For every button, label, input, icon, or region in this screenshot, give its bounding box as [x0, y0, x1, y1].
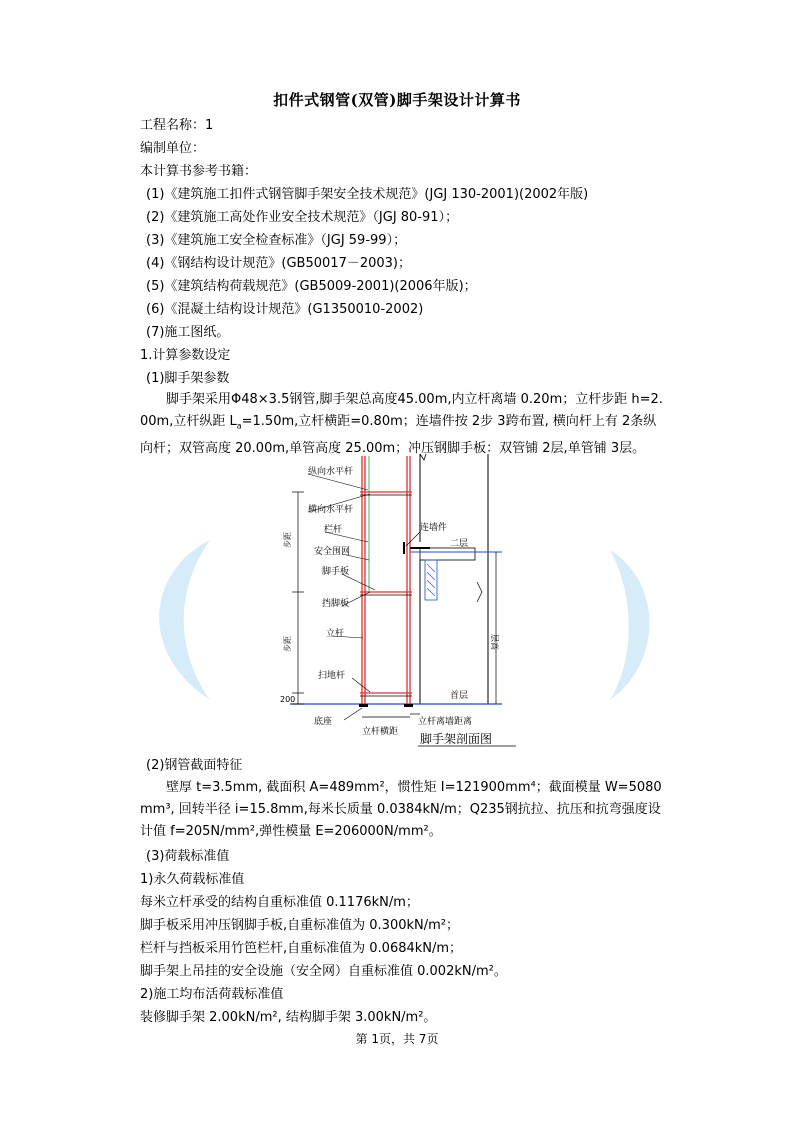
- figure-caption: 脚手架剖面图: [420, 732, 493, 746]
- label-cenggao: 层高: [490, 634, 499, 650]
- label-ligan-liqiang: 立杆离墙距离: [418, 717, 473, 727]
- load-line: 每米立杆承受的结构自重标准值 0.1176kN/m；: [140, 895, 419, 910]
- para-text: 脚手架采用Φ48×3.5钢管,脚手架总高度45.00m,内立杆离墙 0.20m；立杆步距 h=2.00m,立杆纵距 L: [140, 392, 663, 429]
- reference-item: (3)《建筑施工安全检查标准》（JGJ 59-99）；: [146, 233, 407, 248]
- subsection-heading: (3)荷载标准值: [146, 849, 230, 864]
- reference-item: (7)施工图纸。: [146, 325, 230, 340]
- label-jiaoshouban: 脚手板: [322, 567, 350, 577]
- subsection-heading: 1)永久荷载标准值: [140, 872, 245, 887]
- label-saodigan: 扫地杆: [318, 671, 346, 681]
- page-footer: 第 1页，共 7页: [355, 1032, 439, 1046]
- project-name: 工程名称：1: [140, 118, 214, 133]
- section-heading: 1.计算参数设定: [140, 348, 231, 363]
- compiled-by: 编制单位：: [140, 141, 206, 156]
- label-zongxiang: 纵向水平杆: [308, 467, 354, 477]
- label-dangjiaoban: 挡脚板: [322, 599, 350, 609]
- reference-item: (6)《混凝土结构设计规范》(G1350010-2002): [146, 302, 424, 317]
- label-buju-upper: 步距: [283, 532, 292, 548]
- subsection-heading: (1)脚手架参数: [146, 371, 230, 386]
- label-buju-lower: 步距: [283, 636, 292, 652]
- load-line: 栏杆与挡板采用竹笆栏杆,自重标准值为 0.0684kN/m；: [140, 941, 463, 956]
- document-title: 扣件式钢管(双管)脚手架设计计算书: [273, 91, 521, 109]
- label-ligan: 立杆: [326, 629, 345, 639]
- label-langan: 栏杆: [324, 525, 343, 535]
- label-dizuo: 底座: [314, 717, 333, 727]
- reference-item: (5)《建筑结构荷载规范》(GB5009-2001)(2006年版)；: [146, 279, 477, 294]
- para-text: 壁厚 t=3.5mm, 截面积 A=489mm²，惯性矩 I=121900mm⁴；截面模量 W=5080mm³, 回转半径 i=15.8mm,每米长质量 0.0384kN/m；Q235钢抗拉、抗压和抗弯强度设计值 f=205N/mm²,弹性模量 E=206000N/mm²。: [140, 780, 662, 839]
- label-ligan-hengju: 立杆横距: [362, 727, 399, 737]
- reference-item: (4)《钢结构设计规范》(GB50017－2003)；: [146, 256, 411, 271]
- subscript-a: a: [236, 421, 242, 431]
- load-line: 脚手板采用冲压钢脚手板,自重标准值为 0.300kN/m²；: [140, 918, 459, 933]
- scaffold-params-paragraph: [140, 389, 668, 460]
- subsection-heading: 2)施工均布活荷载标准值: [140, 987, 284, 1002]
- label-200: 200: [280, 695, 296, 704]
- scaffold-section-figure: [270, 452, 530, 748]
- label-anquanwang: 安全围网: [314, 547, 351, 557]
- watermark-right-arc: [600, 550, 660, 700]
- references-heading: 本计算书参考书籍：: [140, 164, 258, 179]
- watermark-left-arc: [140, 540, 220, 700]
- label-erceng: 二层: [450, 539, 469, 549]
- label-shouceng: 首层: [450, 691, 469, 701]
- label-lianqiangjian: 连墙件: [420, 523, 448, 533]
- subsection-heading: (2)钢管截面特征: [146, 758, 243, 773]
- para-text: =1.50m,立杆横距=0.80m；连墙件按 2步 3跨布置, 横向杆上有 2条纵向杆；双管高度 20.00m,单管高度 25.00m；冲压钢脚手板：双管铺 2层,单管铺 3层。: [140, 414, 657, 456]
- load-line: 脚手架上吊挂的安全设施（安全网）自重标准值 0.002kN/m²。: [140, 964, 507, 979]
- reference-item: (2)《建筑施工高处作业安全技术规范》（JGJ 80-91）；: [146, 210, 459, 225]
- load-line: 装修脚手架 2.00kN/m², 结构脚手架 3.00kN/m²。: [140, 1010, 437, 1025]
- reference-item: (1)《建筑施工扣件式钢管脚手架安全技术规范》(JGJ 130-2001)(2002年版): [146, 187, 589, 202]
- label-hengxiang: 横向水平杆: [308, 505, 354, 515]
- section-properties-paragraph: [140, 777, 668, 843]
